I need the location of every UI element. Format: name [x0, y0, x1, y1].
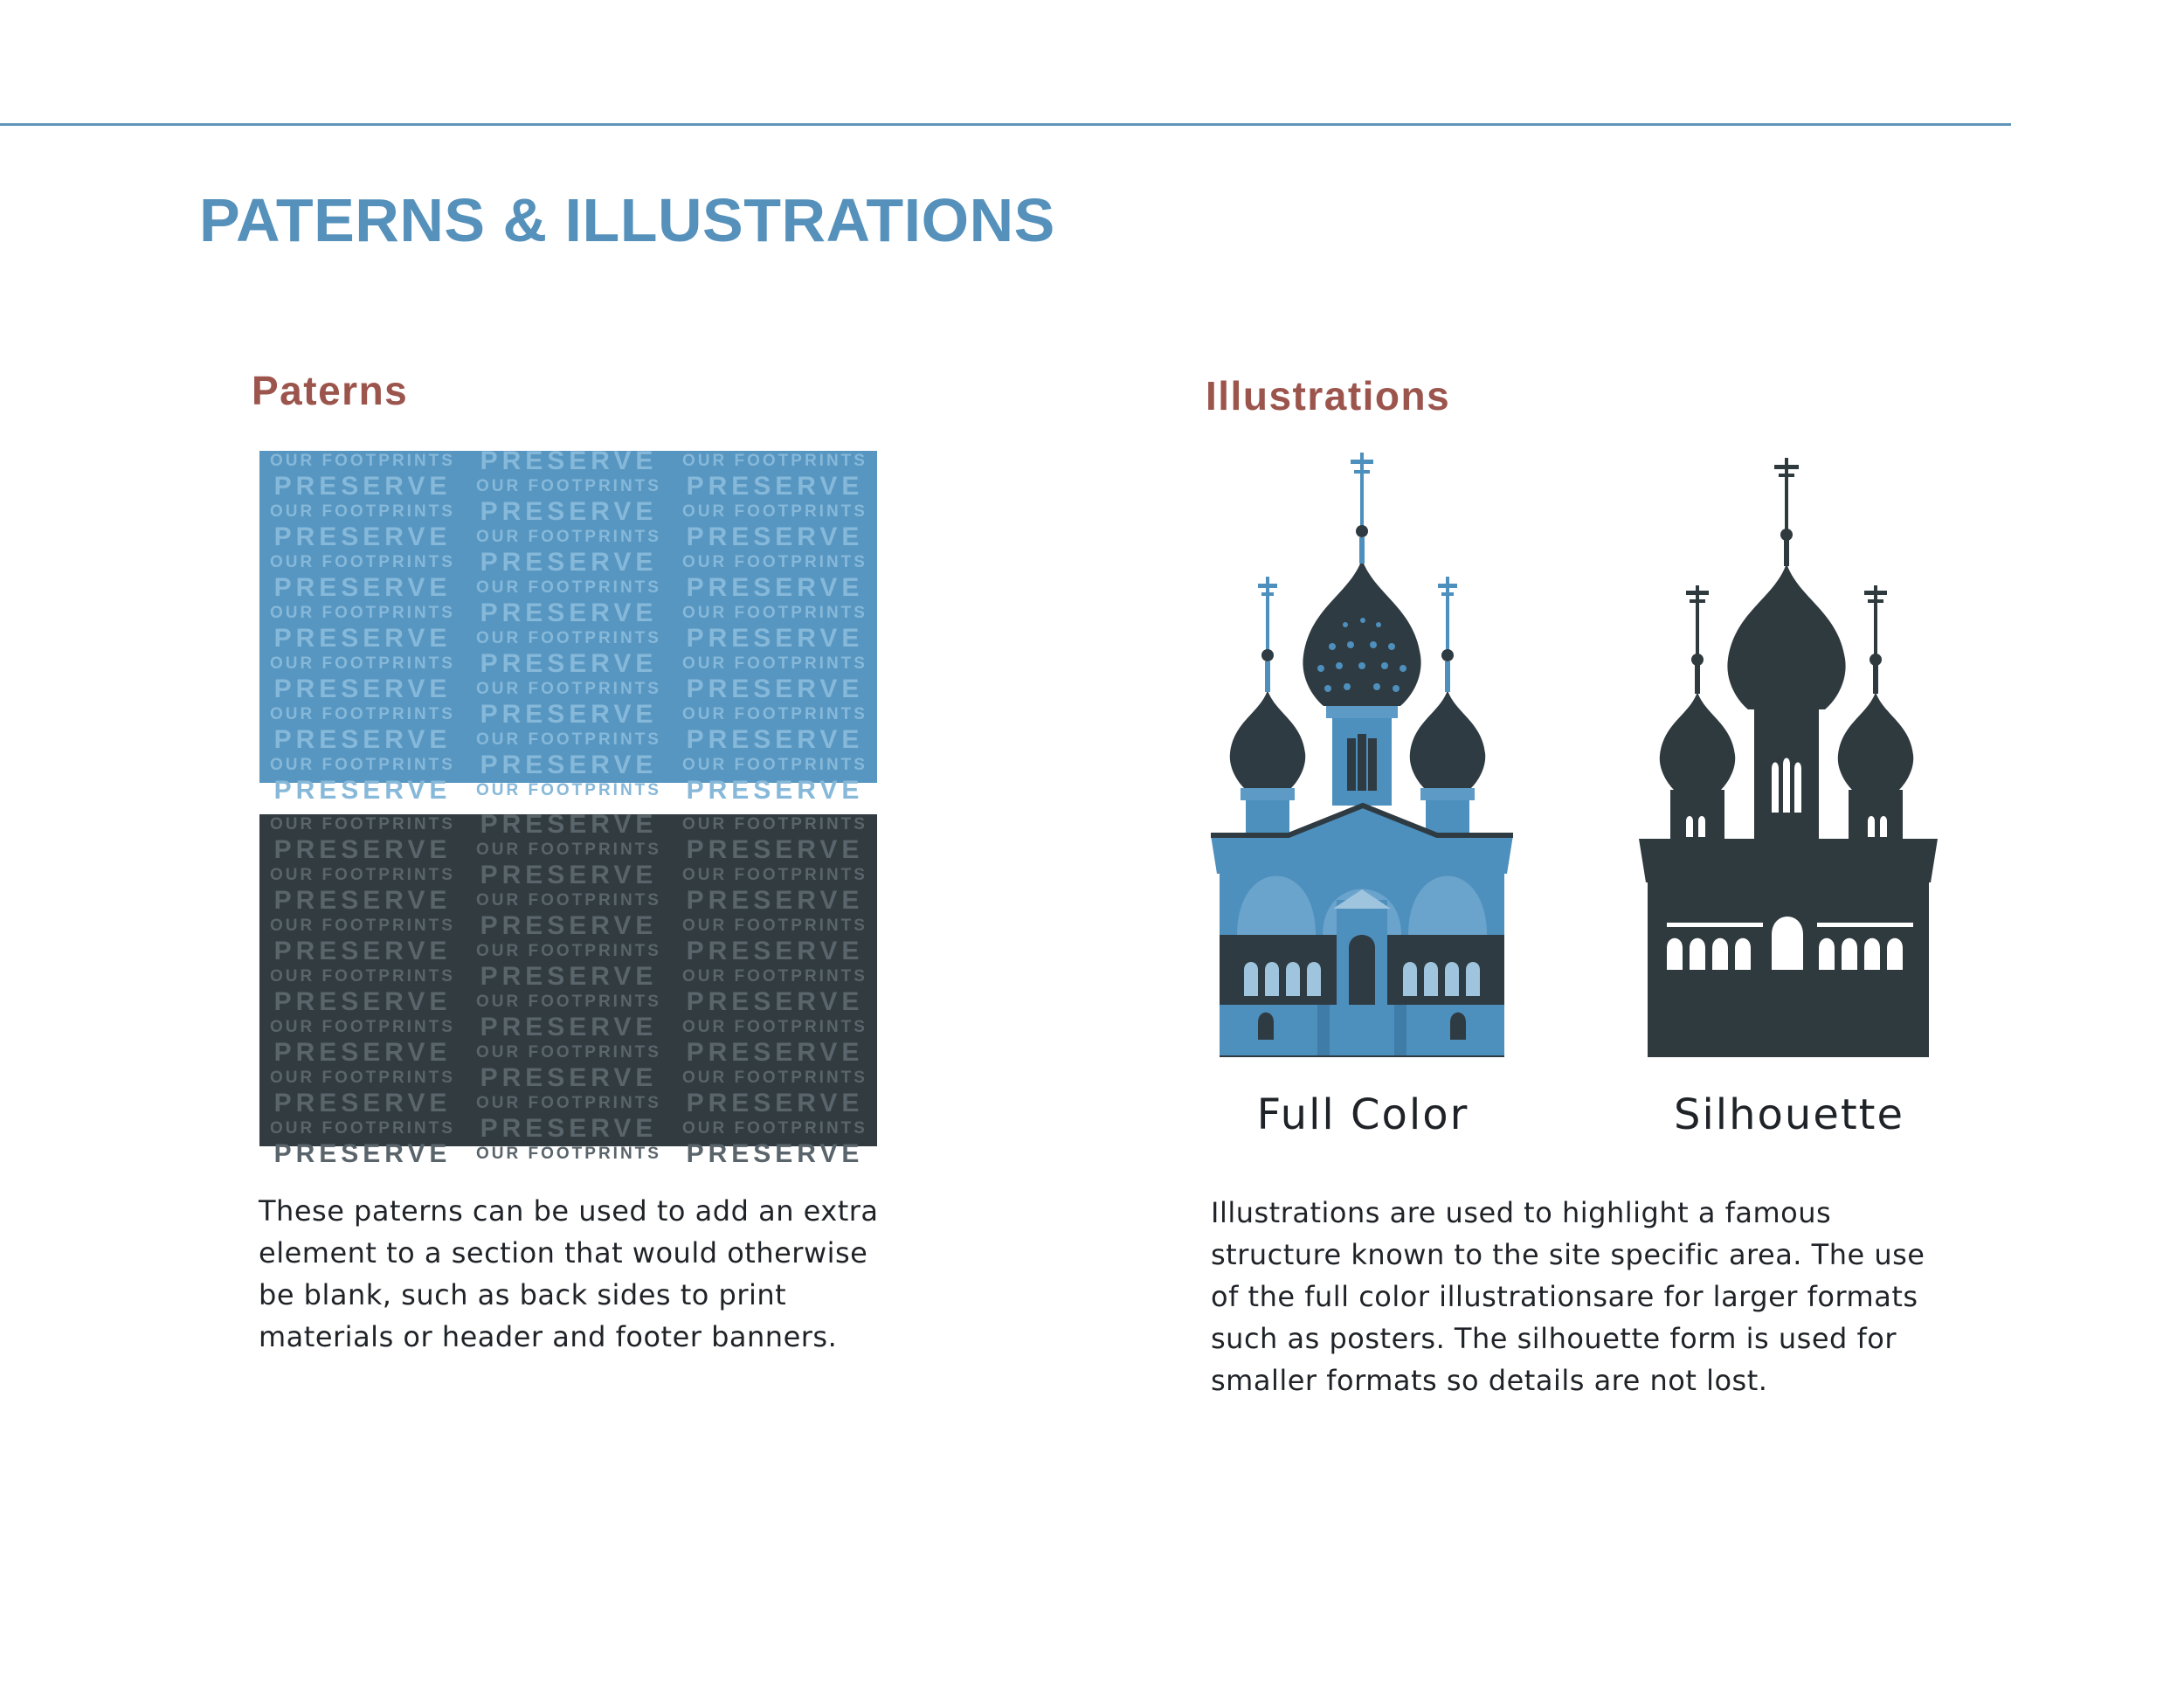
pattern-word-preserve: PRESERVE [480, 700, 658, 729]
pattern-word-our-footprints: OUR FOOTPRINTS [682, 705, 867, 723]
silhouette-caption: Silhouette [1673, 1090, 1905, 1139]
pattern-row [259, 1014, 877, 1040]
pattern-word-preserve: PRESERVE [273, 886, 452, 915]
pattern-word-preserve: PRESERVE [686, 987, 864, 1016]
pattern-word-our-footprints: OUR FOOTPRINTS [476, 841, 661, 859]
pattern-word-our-footprints: OUR FOOTPRINTS [270, 1069, 455, 1087]
pattern-word-preserve: PRESERVE [686, 1089, 864, 1117]
pattern-word-preserve: PRESERVE [686, 573, 864, 602]
pattern-word-our-footprints: OUR FOOTPRINTS [682, 654, 867, 673]
pattern-row [259, 752, 877, 778]
pattern-word-preserve: PRESERVE [273, 1139, 452, 1168]
pattern-row [259, 862, 877, 888]
pattern-word-our-footprints: OUR FOOTPRINTS [270, 756, 455, 774]
pattern-word-our-footprints: OUR FOOTPRINTS [682, 756, 867, 774]
header-rule [0, 123, 2011, 126]
pattern-word-our-footprints: OUR FOOTPRINTS [476, 1043, 661, 1062]
patterns-heading: Paterns [252, 368, 409, 413]
pattern-row [259, 474, 877, 499]
pattern-word-preserve: PRESERVE [686, 835, 864, 864]
pattern-word-our-footprints: OUR FOOTPRINTS [476, 477, 661, 495]
pattern-word-preserve: PRESERVE [686, 1139, 864, 1168]
pattern-word-preserve: PRESERVE [273, 725, 452, 754]
pattern-word-preserve: PRESERVE [480, 649, 658, 678]
pattern-word-our-footprints: OUR FOOTPRINTS [270, 967, 455, 986]
pattern-word-preserve: PRESERVE [273, 675, 452, 703]
pattern-row [259, 913, 877, 938]
pattern-row [259, 812, 877, 837]
pattern-word-preserve: PRESERVE [480, 962, 658, 991]
pattern-word-our-footprints: OUR FOOTPRINTS [682, 866, 867, 884]
full-color-church-illustration [1206, 446, 1520, 1057]
pattern-word-preserve: PRESERVE [273, 472, 452, 501]
pattern-word-our-footprints: OUR FOOTPRINTS [270, 917, 455, 935]
pattern-word-our-footprints: OUR FOOTPRINTS [270, 654, 455, 673]
pattern-word-preserve: PRESERVE [273, 522, 452, 551]
pattern-row [259, 1040, 877, 1065]
pattern-row [259, 550, 877, 575]
pattern-word-preserve: PRESERVE [273, 1038, 452, 1067]
pattern-word-our-footprints: OUR FOOTPRINTS [476, 680, 661, 698]
pattern-word-our-footprints: OUR FOOTPRINTS [682, 604, 867, 622]
pattern-row [259, 1116, 877, 1141]
pattern-word-preserve: PRESERVE [480, 810, 658, 839]
pattern-word-our-footprints: OUR FOOTPRINTS [270, 502, 455, 521]
pattern-row [259, 600, 877, 626]
pattern-word-preserve: PRESERVE [273, 937, 452, 965]
pattern-word-our-footprints: OUR FOOTPRINTS [682, 452, 867, 470]
pattern-word-preserve: PRESERVE [686, 725, 864, 754]
pattern-word-preserve: PRESERVE [686, 1038, 864, 1067]
illustrations-heading: Illustrations [1206, 373, 1451, 419]
pattern-row [259, 448, 877, 474]
illustrations-description: Illustrations are used to highlight a famous structure known to the site specific area. The use of the full color illustrationsare for larger formats such as posters. The silhouette form is used for smaller formats so details are not lost. [1211, 1196, 1925, 1397]
pattern-word-preserve: PRESERVE [273, 987, 452, 1016]
pattern-word-our-footprints: OUR FOOTPRINTS [682, 1018, 867, 1036]
pattern-row [259, 989, 877, 1014]
pattern-word-our-footprints: OUR FOOTPRINTS [270, 553, 455, 571]
patterns-description: These paterns can be used to add an extra element to a section that would otherwise be blank, such as back sides to print materials or header and footer banners. [259, 1194, 879, 1353]
dark-pattern-panel [259, 810, 877, 1168]
pattern-word-our-footprints: OUR FOOTPRINTS [270, 705, 455, 723]
pattern-word-preserve: PRESERVE [686, 472, 864, 501]
pattern-word-our-footprints: OUR FOOTPRINTS [270, 452, 455, 470]
pattern-word-preserve: PRESERVE [480, 598, 658, 627]
pattern-text-rows [259, 448, 877, 803]
pattern-word-preserve: PRESERVE [686, 937, 864, 965]
pattern-row [259, 727, 877, 752]
pattern-row [259, 1141, 877, 1166]
pattern-word-preserve: PRESERVE [686, 522, 864, 551]
pattern-word-our-footprints: OUR FOOTPRINTS [682, 1069, 867, 1087]
pattern-word-our-footprints: OUR FOOTPRINTS [682, 502, 867, 521]
full-color-caption: Full Color [1256, 1090, 1469, 1139]
pattern-row [259, 938, 877, 964]
pattern-word-our-footprints: OUR FOOTPRINTS [476, 1145, 661, 1163]
pattern-word-our-footprints: OUR FOOTPRINTS [476, 578, 661, 597]
pattern-word-preserve: PRESERVE [273, 776, 452, 805]
pattern-word-our-footprints: OUR FOOTPRINTS [476, 781, 661, 799]
pattern-word-preserve: PRESERVE [480, 497, 658, 526]
pattern-row [259, 1090, 877, 1116]
blue-pattern-panel [259, 446, 877, 805]
pattern-row [259, 524, 877, 550]
pattern-word-our-footprints: OUR FOOTPRINTS [476, 993, 661, 1011]
pattern-word-preserve: PRESERVE [480, 1013, 658, 1041]
pattern-word-our-footprints: OUR FOOTPRINTS [682, 917, 867, 935]
pattern-word-preserve: PRESERVE [480, 548, 658, 577]
pattern-word-our-footprints: OUR FOOTPRINTS [476, 891, 661, 910]
pattern-row [259, 702, 877, 727]
pattern-row [259, 651, 877, 676]
pattern-row [259, 676, 877, 702]
pattern-word-preserve: PRESERVE [480, 861, 658, 889]
pattern-word-our-footprints: OUR FOOTPRINTS [476, 730, 661, 749]
pattern-row [259, 837, 877, 862]
pattern-word-our-footprints: OUR FOOTPRINTS [682, 967, 867, 986]
pattern-word-our-footprints: OUR FOOTPRINTS [270, 604, 455, 622]
pattern-word-preserve: PRESERVE [686, 624, 864, 653]
silhouette-church-illustration [1632, 446, 1946, 1057]
pattern-word-preserve: PRESERVE [480, 1114, 658, 1143]
pattern-row [259, 626, 877, 651]
pattern-word-our-footprints: OUR FOOTPRINTS [270, 815, 455, 834]
pattern-word-preserve: PRESERVE [273, 624, 452, 653]
pattern-row [259, 964, 877, 989]
pattern-word-our-footprints: OUR FOOTPRINTS [270, 866, 455, 884]
pattern-word-our-footprints: OUR FOOTPRINTS [476, 1094, 661, 1112]
pattern-word-preserve: PRESERVE [480, 751, 658, 779]
pattern-text-rows [259, 812, 877, 1166]
pattern-row [259, 1065, 877, 1090]
pattern-row [259, 575, 877, 600]
pattern-word-preserve: PRESERVE [480, 446, 658, 475]
pattern-word-preserve: PRESERVE [273, 835, 452, 864]
page-title: PATERNS & ILLUSTRATIONS [199, 186, 1055, 254]
pattern-word-our-footprints: OUR FOOTPRINTS [270, 1018, 455, 1036]
pattern-word-preserve: PRESERVE [686, 886, 864, 915]
pattern-word-our-footprints: OUR FOOTPRINTS [476, 942, 661, 960]
pattern-word-preserve: PRESERVE [686, 675, 864, 703]
pattern-word-our-footprints: OUR FOOTPRINTS [270, 1119, 455, 1138]
pattern-word-our-footprints: OUR FOOTPRINTS [476, 629, 661, 647]
pattern-row [259, 778, 877, 803]
pattern-word-preserve: PRESERVE [480, 1063, 658, 1092]
pattern-word-preserve: PRESERVE [480, 911, 658, 940]
pattern-row [259, 888, 877, 913]
pattern-word-preserve: PRESERVE [273, 573, 452, 602]
pattern-word-our-footprints: OUR FOOTPRINTS [682, 815, 867, 834]
pattern-word-our-footprints: OUR FOOTPRINTS [682, 1119, 867, 1138]
pattern-word-preserve: PRESERVE [686, 776, 864, 805]
pattern-word-preserve: PRESERVE [273, 1089, 452, 1117]
pattern-row [259, 499, 877, 524]
pattern-word-our-footprints: OUR FOOTPRINTS [476, 528, 661, 546]
pattern-word-our-footprints: OUR FOOTPRINTS [682, 553, 867, 571]
